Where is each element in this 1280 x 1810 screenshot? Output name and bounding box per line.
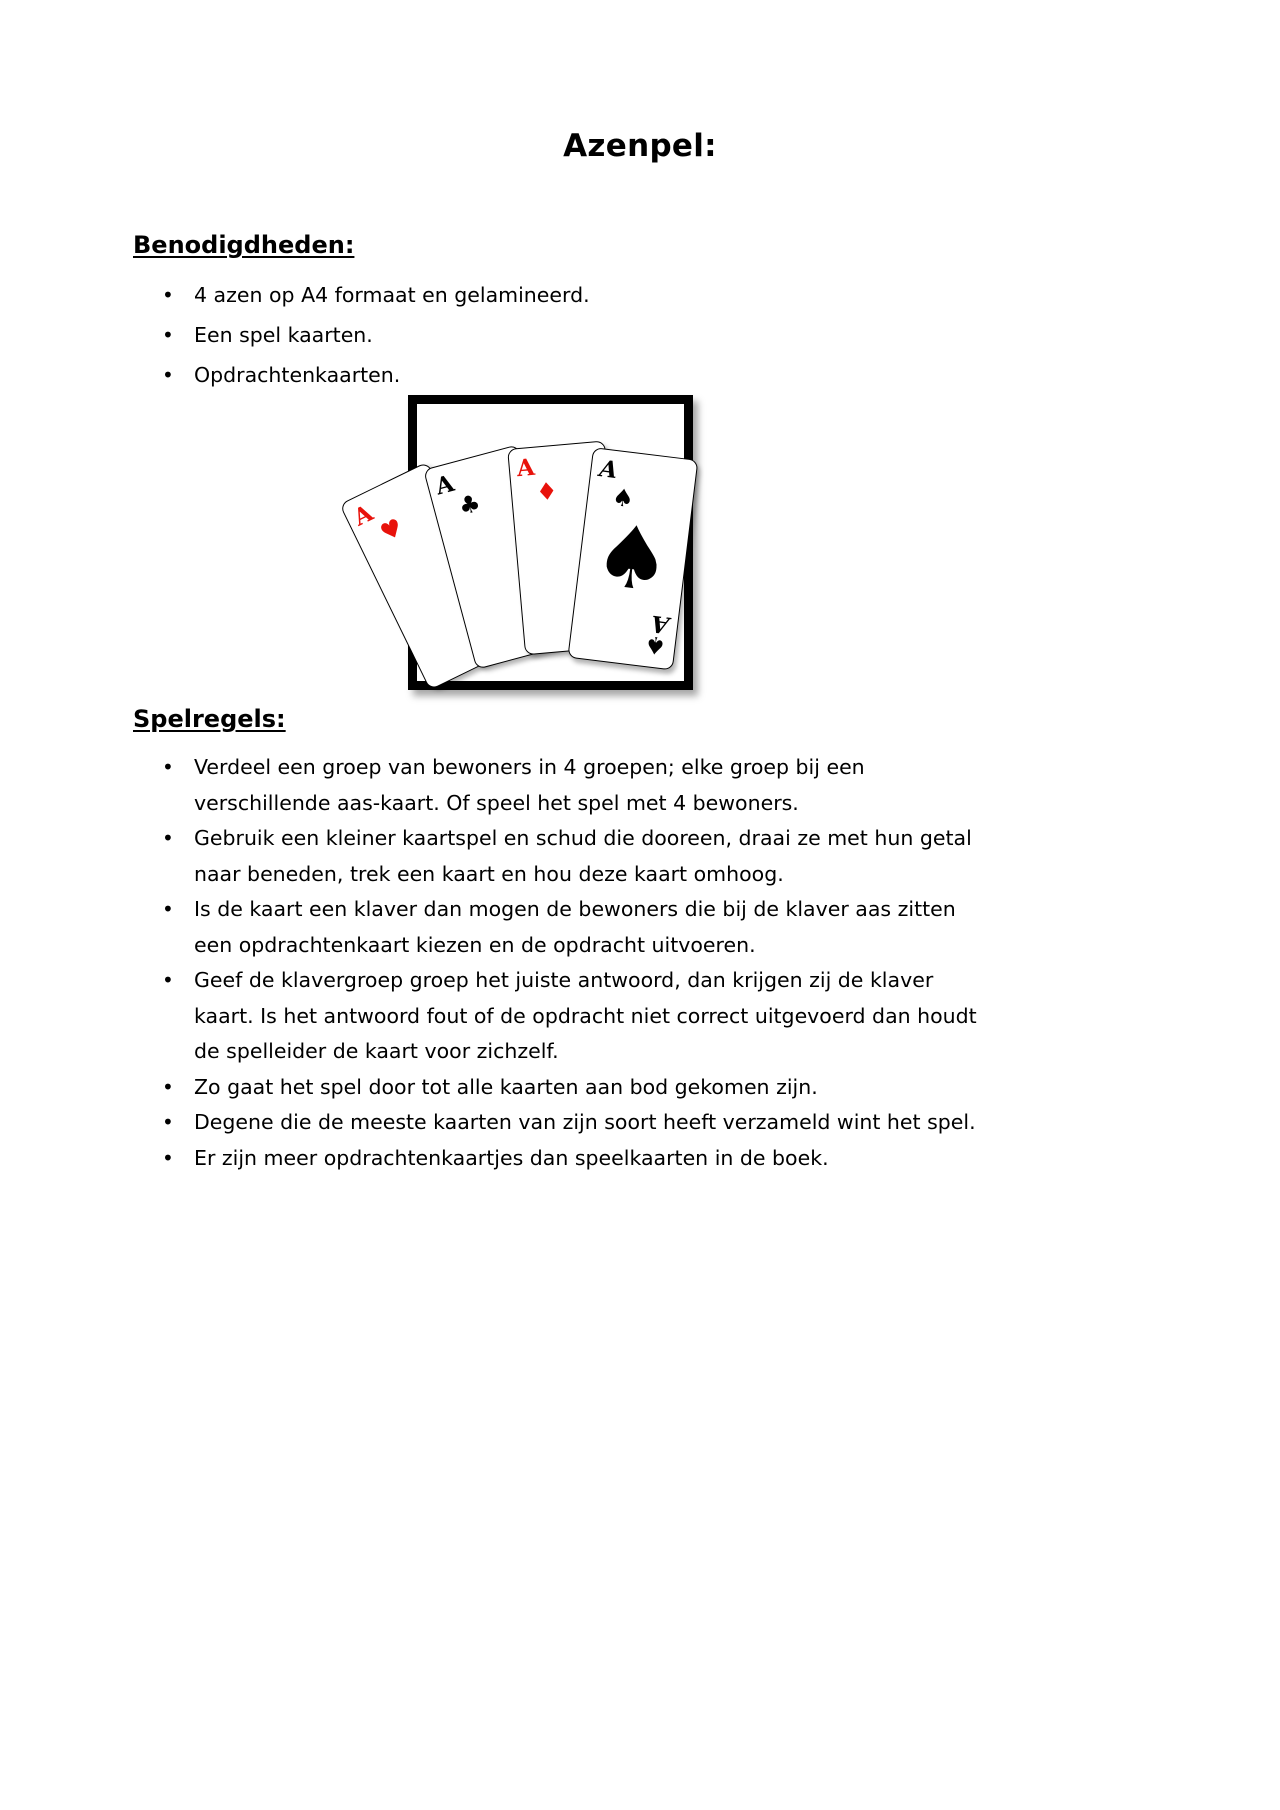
list-item (162, 1070, 992, 1106)
list-item (162, 963, 992, 1070)
bullet-marker-icon: • (162, 826, 174, 850)
list-item-text: Gebruik een kleiner kaartspel en schud die dooreen, draai ze met hun getal naar beneden, trek een kaart en hou deze kaart omhoog. (194, 826, 972, 886)
list-item (162, 750, 992, 821)
spades-pip-icon-small: ♠ (610, 482, 636, 514)
list-item (162, 355, 982, 395)
list-item-text: Geef de klavergroep groep het juiste antwoord, dan krijgen zij de klaver kaart. Is het antwoord fout of de opdracht niet correct uitgevoerd dan houdt de spelleider de kaart voor zichzelf. (194, 968, 977, 1063)
card-rank-label: A (515, 453, 536, 483)
list-item (162, 275, 982, 315)
list-item (162, 892, 992, 963)
card-rank-label: A (349, 499, 378, 532)
figure-canvas (349, 404, 684, 681)
page-title: Azenpel: (563, 128, 717, 164)
list-item-text: Verdeel een groep van bewoners in 4 groepen; elke groep bij een verschillende aas-kaart. Of speel het spel met 4 bewoners. (194, 755, 865, 815)
section-heading-spelregels: Spelregels: (133, 705, 286, 733)
card-rank-label: A (598, 455, 620, 485)
bullet-marker-icon: • (162, 283, 174, 307)
hearts-pip-icon: ♥ (375, 512, 408, 548)
bullet-marker-icon: • (162, 1145, 174, 1170)
list-item (162, 1141, 992, 1177)
section-heading-benodigdheden: Benodigdheden: (133, 231, 355, 259)
bullet-marker-icon: • (162, 323, 174, 347)
bullet-marker-icon: • (162, 1110, 174, 1134)
card-rank-label-corner: A (649, 609, 671, 639)
list-item-text: Is de kaart een klaver dan mogen de bewoners die bij de klaver aas zitten een opdrachtenkaart kiezen en de opdracht uitvoeren. (194, 897, 956, 957)
spades-pip-icon-corner: ♠ (643, 630, 669, 661)
bullet-marker-icon: • (162, 755, 174, 779)
list-item-text: Degene die de meeste kaarten van zijn soort heeft verzameld wint het spel. (194, 1110, 976, 1134)
clubs-pip-icon: ♣ (455, 488, 484, 522)
list-item (162, 1105, 992, 1141)
list-item (162, 821, 992, 892)
diamonds-pip-icon: ♦ (534, 476, 559, 507)
benodigdheden-list (162, 275, 982, 395)
list-item-text: 4 azen op A4 formaat en gelamineerd. (194, 283, 590, 307)
bullet-marker-icon: • (162, 363, 174, 387)
list-item (162, 315, 982, 355)
four-aces-figure (349, 395, 693, 690)
list-item-text: Er zijn meer opdrachtenkaartjes dan speelkaarten in de boek. (194, 1145, 829, 1170)
card-rank-label: A (432, 469, 457, 501)
bullet-marker-icon: • (162, 1074, 174, 1099)
list-item-text: Zo gaat het spel door tot alle kaarten aan bod gekomen zijn. (194, 1074, 818, 1099)
spades-pip-icon-large: ♠ (588, 504, 677, 614)
bullet-marker-icon: • (162, 968, 174, 992)
bullet-marker-icon: • (162, 897, 174, 921)
spelregels-list (162, 750, 992, 1176)
list-item-text: Opdrachtenkaarten. (194, 363, 401, 387)
list-item-text: Een spel kaarten. (194, 323, 373, 347)
